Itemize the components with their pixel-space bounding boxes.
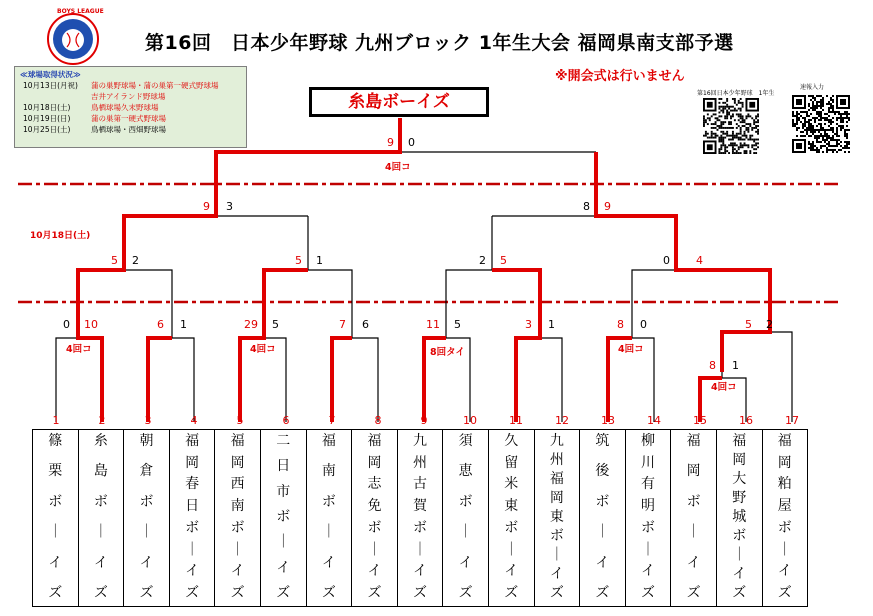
venue-row: 10月19日(日) 蒲の巣第一硬式野球場	[23, 114, 166, 123]
team-cell	[671, 430, 717, 607]
team-name: 福 岡 大 野 城 ボ ｜ イ ズ	[732, 433, 747, 601]
qr-label-right: 速報入力	[800, 84, 825, 91]
team-cell	[716, 430, 762, 607]
team-cell	[762, 430, 808, 607]
score: 8	[617, 318, 624, 331]
team-name: 篠 栗 ボ ｜ イ ズ	[48, 433, 63, 601]
game-note: 4回コ	[385, 162, 411, 173]
venue-row: 10月18日(土) 鳥栖球場久末野球場	[23, 103, 159, 112]
game-note: 8回タイ	[430, 347, 465, 358]
score: 9	[604, 200, 611, 213]
team-number: 4	[190, 414, 198, 427]
score: 4	[696, 254, 703, 267]
team-number: 3	[144, 414, 152, 427]
team-name: 須 恵 ボ ｜ イ ズ	[458, 433, 473, 601]
venue-row: 吉井アイランド野球場	[91, 92, 166, 101]
team-name: 朝 倉 ボ ｜ イ ズ	[139, 433, 154, 601]
team-name: 福 岡 粕 屋 ボ ｜ イ ズ	[777, 433, 792, 601]
score: 0	[640, 318, 647, 331]
team-name: 久 留 米 東 ボ ｜ イ ズ	[504, 433, 519, 601]
score: 5	[111, 254, 118, 267]
score: 5	[454, 318, 461, 331]
score: 0	[663, 254, 670, 267]
score: 1	[732, 359, 739, 372]
score: 1	[180, 318, 187, 331]
score: 5	[272, 318, 279, 331]
team-name: 糸 島 ボ ｜ イ ズ	[93, 433, 108, 601]
venue-row: 10月25日(土) 鳥栖球場・西畑野球場	[23, 125, 166, 134]
score: 2	[766, 318, 773, 331]
score: 3	[226, 200, 233, 213]
page-title: 第16回 日本少年野球 九州ブロック 1年生大会 福岡県南支部予選	[145, 32, 734, 54]
team-number: 9	[420, 414, 428, 427]
team-name: 福 岡 志 免 ボ ｜ イ ズ	[367, 433, 382, 601]
score: 9	[203, 200, 210, 213]
logo-text: BOYS LEAGUE	[57, 8, 104, 15]
game-note: 4回コ	[66, 344, 92, 355]
score: 1	[548, 318, 555, 331]
score: 8	[583, 200, 590, 213]
team-cell	[397, 430, 443, 607]
team-number: 5	[236, 414, 244, 427]
team-numbers	[53, 414, 800, 427]
team-cell	[78, 430, 124, 607]
team-name: 九 州 福 岡 東 ボ ｜ イ ズ	[549, 433, 564, 601]
score: 6	[362, 318, 369, 331]
team-number: 16	[739, 414, 753, 427]
game-note: 4回コ	[711, 382, 737, 393]
team-cell	[443, 430, 489, 607]
game-note: 4回コ	[250, 344, 276, 355]
score: 1	[316, 254, 323, 267]
team-name: 柳 川 有 明 ボ ｜ イ ズ	[641, 433, 656, 601]
round-date-label: 10月18日(土)	[30, 231, 91, 241]
team-number: 17	[785, 414, 799, 427]
team-number: 15	[693, 414, 707, 427]
team-cell	[580, 430, 626, 607]
team-cell	[33, 430, 79, 607]
team-number: 11	[509, 414, 523, 427]
team-number: 7	[328, 414, 336, 427]
score: 29	[244, 318, 258, 331]
team-table	[32, 429, 808, 607]
score: 7	[339, 318, 346, 331]
team-cell	[625, 430, 671, 607]
team-number: 10	[463, 414, 477, 427]
game-notes	[66, 161, 737, 393]
team-name: 福 岡 ボ ｜ イ ズ	[686, 433, 701, 601]
team-cell	[352, 430, 398, 607]
qr-label-left: 第16回日本少年野球 1年生	[697, 90, 775, 97]
score: 10	[84, 318, 98, 331]
score: 5	[295, 254, 302, 267]
score: 3	[525, 318, 532, 331]
venue-heading: ≪球場取得状況≫	[20, 70, 81, 79]
team-cell	[534, 430, 580, 607]
team-number: 1	[52, 414, 60, 427]
score: 0	[408, 136, 415, 149]
team-name: 二 日 市 ボ ｜ イ ズ	[276, 433, 291, 601]
team-number: 14	[647, 414, 661, 427]
score: 5	[745, 318, 752, 331]
score: 5	[500, 254, 507, 267]
team-number: 13	[601, 414, 615, 427]
team-name: 福 南 ボ ｜ イ ズ	[321, 433, 336, 601]
score: 2	[132, 254, 139, 267]
score: 2	[479, 254, 486, 267]
score: 9	[387, 136, 394, 149]
score: 8	[709, 359, 716, 372]
team-number: 8	[374, 414, 382, 427]
champion-box: 糸島ボーイズ	[309, 87, 489, 117]
score: 11	[426, 318, 440, 331]
team-number: 2	[98, 414, 106, 427]
team-cell	[215, 430, 261, 607]
team-cell	[124, 430, 170, 607]
team-name: 福 岡 西 南 ボ ｜ イ ズ	[230, 433, 245, 601]
team-name: 福 岡 春 日 ボ ｜ イ ズ	[185, 433, 200, 601]
team-cell	[169, 430, 215, 607]
score: 6	[157, 318, 164, 331]
opening-ceremony-notice: ※開会式は行いません	[555, 69, 685, 84]
team-name: 九 州 古 賀 ボ ｜ イ ズ	[413, 433, 428, 601]
team-cell	[306, 430, 352, 607]
team-number: 12	[555, 414, 569, 427]
team-number: 6	[282, 414, 290, 427]
team-cell	[488, 430, 534, 607]
score: 0	[63, 318, 70, 331]
venue-row: 10月13日(月祝) 蒲の巣野球場・蒲の巣第一硬式野球場	[23, 81, 219, 90]
team-name: 筑 後 ボ ｜ イ ズ	[595, 433, 610, 601]
game-note: 4回コ	[618, 344, 644, 355]
team-cell	[260, 430, 306, 607]
